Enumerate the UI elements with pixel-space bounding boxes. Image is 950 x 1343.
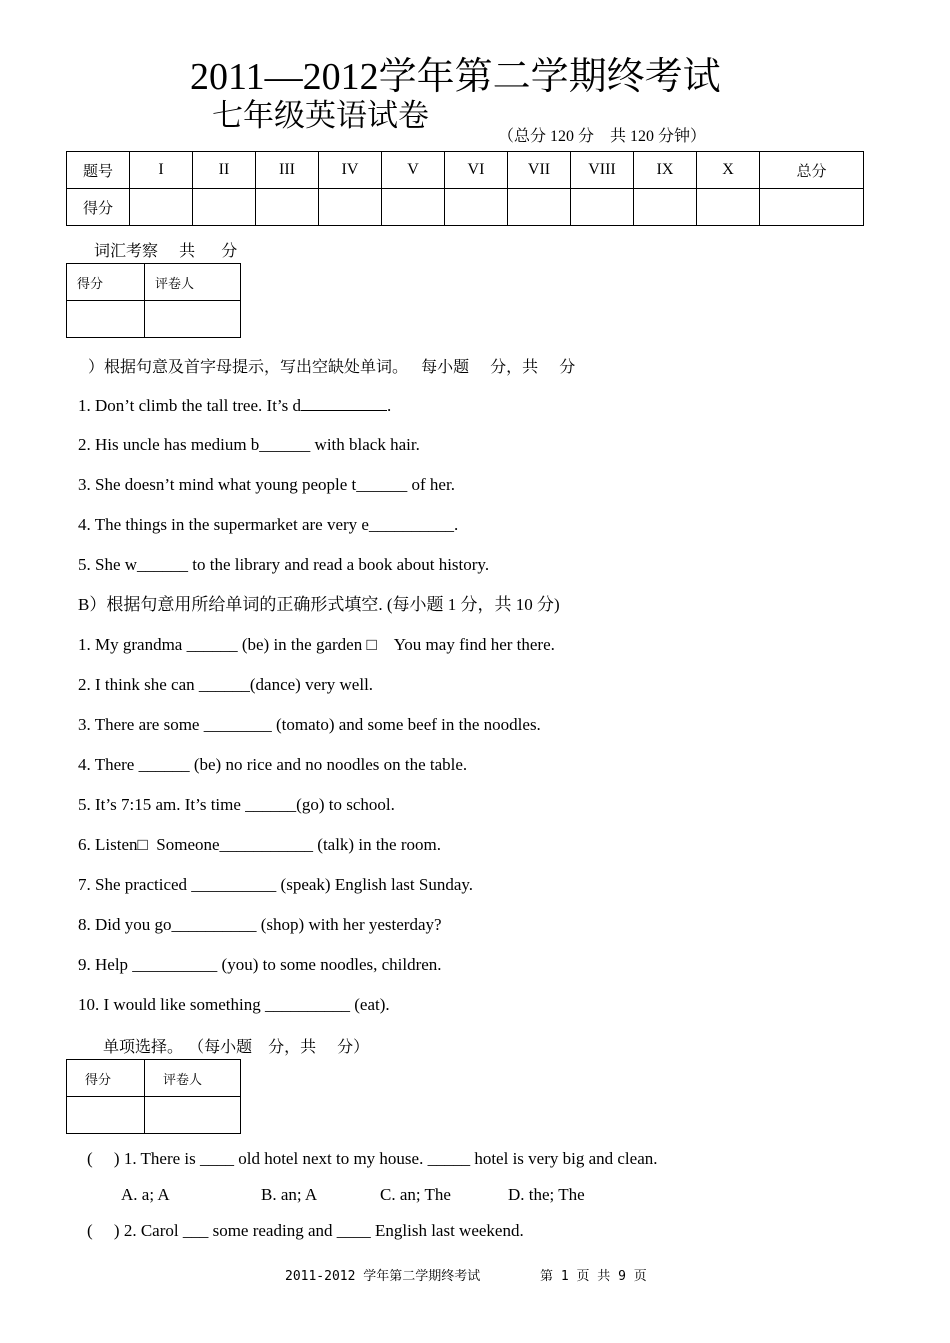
score-cell[interactable]: [697, 189, 760, 226]
partB-item-8: 8. Did you go__________ (shop) with her yesterday?: [78, 915, 442, 934]
score-cell[interactable]: [319, 189, 382, 226]
score-cell[interactable]: [634, 189, 697, 226]
section1-grader-table: [66, 263, 241, 338]
mc-q1-option-b: B. an; A: [261, 1185, 318, 1204]
score-cell[interactable]: [130, 189, 193, 226]
partA-item-5: 5. She w______ to the library and read a book about history.: [78, 555, 490, 574]
partB-item-4: 4. There ______ (be) no rice and no noodles on the table.: [78, 755, 468, 774]
grader-name-label: 评卷人: [145, 1060, 241, 1097]
partB-item-1: 1. My grandma ______ (be) in the garden □ You may find her there.: [78, 635, 555, 654]
partA-item-2: 2. His uncle has medium b______ with black hair.: [78, 435, 420, 454]
partA-item-3: 3. She doesn’t mind what young people t______ of her.: [78, 475, 455, 494]
partB-item-6: 6. Listen□ Someone___________ (talk) in the room.: [78, 835, 441, 854]
score-cell[interactable]: [760, 189, 864, 226]
score-header-cell: V: [382, 152, 445, 189]
grader-name-cell[interactable]: [145, 301, 241, 338]
score-header-cell: VI: [445, 152, 508, 189]
partB-item-5: 5. It’s 7:15 am. It’s time ______(go) to school.: [78, 795, 395, 814]
partB-item-3: 3. There are some ________ (tomato) and some beef in the noodles.: [78, 715, 541, 734]
score-cell[interactable]: [256, 189, 319, 226]
partB-item-10: 10. I would like something __________ (eat).: [78, 995, 390, 1014]
score-header-cell: I: [130, 152, 193, 189]
score-row-label: 得分: [67, 189, 130, 226]
mc-q1-option-c: C. an; The: [380, 1185, 451, 1204]
answer-blank[interactable]: [301, 394, 387, 411]
score-cell[interactable]: [508, 189, 571, 226]
exam-subtitle: 七年级英语试卷: [212, 98, 429, 134]
grader-name-label: 评卷人: [145, 264, 241, 301]
grader-name-cell[interactable]: [145, 1097, 241, 1134]
footer-left: 2011-2012 学年第二学期终考试: [285, 1269, 481, 1284]
partB-item-9: 9. Help __________ (you) to some noodles, children.: [78, 955, 442, 974]
exam-title: [190, 54, 721, 99]
section2-grader-table: [66, 1059, 241, 1134]
title-text: 学年第二学期终考试: [378, 54, 721, 98]
partB-heading: B）根据句意用所给单词的正确形式填空. (每小题 1 分，共 10 分): [78, 595, 560, 614]
score-header-cell: VII: [508, 152, 571, 189]
score-header-cell: 总分: [760, 152, 864, 189]
footer-page-number: 第 1 页 共 9 页: [540, 1269, 647, 1284]
exam-note: （总分 120 分 共 120 分钟）: [498, 128, 707, 145]
score-table: [66, 151, 864, 226]
partB-item-2: 2. I think she can ______(dance) very well.: [78, 675, 374, 694]
score-table-header-row: [67, 152, 864, 189]
score-header-cell: X: [697, 152, 760, 189]
score-header-cell: III: [256, 152, 319, 189]
score-cell[interactable]: [445, 189, 508, 226]
score-header-cell: VIII: [571, 152, 634, 189]
score-cell[interactable]: [193, 189, 256, 226]
score-cell[interactable]: [382, 189, 445, 226]
score-header-cell: 题号: [67, 152, 130, 189]
partA-item-1: 1. Don’t climb the tall tree. It’s d .: [78, 396, 392, 415]
mc-q1-option-d: D. the; The: [508, 1185, 585, 1204]
partB-item-7: 7. She practiced __________ (speak) English last Sunday.: [78, 875, 474, 894]
grader-score-cell[interactable]: [67, 1097, 145, 1134]
section1-heading: 词汇考察 共 分: [94, 241, 238, 260]
grader-score-cell[interactable]: [67, 301, 145, 338]
section2-heading: 单项选择。 （每小题 分，共 分）: [103, 1037, 370, 1056]
score-header-cell: II: [193, 152, 256, 189]
score-table-score-row: [67, 189, 864, 226]
partA-heading: ）根据句意及首字母提示，写出空缺处单词。 每小题 分，共 分: [88, 357, 576, 376]
title-years: 2011—2012: [190, 56, 379, 98]
mc-q1-option-a: A. a; A: [121, 1185, 170, 1204]
score-header-cell: IX: [634, 152, 697, 189]
score-header-cell: IV: [319, 152, 382, 189]
grader-score-label: 得分: [67, 264, 145, 301]
mc-question-1: ( ) 1. There is ____ old hotel next to my house. _____ hotel is very big and clean.: [87, 1149, 658, 1168]
mc-question-2: ( ) 2. Carol ___ some reading and ____ English last weekend.: [87, 1221, 524, 1240]
score-cell[interactable]: [571, 189, 634, 226]
partA-item-4: 4. The things in the supermarket are very e__________.: [78, 515, 459, 534]
grader-score-label: 得分: [67, 1060, 145, 1097]
